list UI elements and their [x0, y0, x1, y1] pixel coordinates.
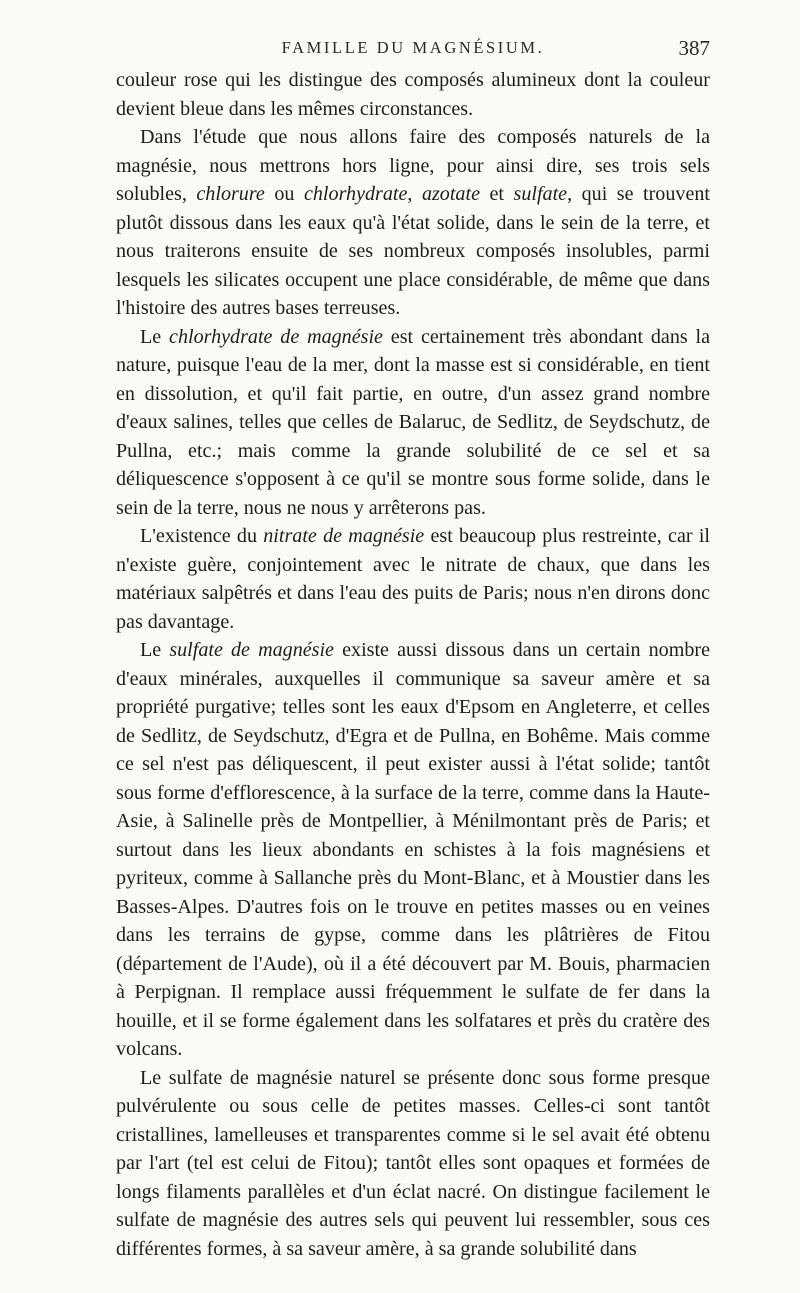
text-run: L'existence du	[140, 525, 264, 547]
italic-term: chlorure	[196, 183, 265, 205]
page-header	[116, 38, 710, 68]
text-run: ,	[407, 183, 422, 205]
text-run: est certainement très abondant dans la nature, puisque l'eau de la mer, dont la masse est si considérable, en tient en dissolution, et qu'il fait partie, en outre, d'un assez grand nombre d'eaux salines, telles que celles de Balaruc, de Sedlitz, de Seydschutz, de Pullna, etc.; mais comme la grande solubilité de ce sel et sa déliquescence s'opposent à ce qu'il se montre sous forme solide, dans le sein de la terre, nous ne nous y arrêterons pas.	[116, 325, 711, 519]
text-run: Le	[140, 325, 170, 348]
text-run: Le	[140, 639, 170, 661]
paragraph-continuation	[116, 66, 710, 123]
italic-term: sulfate	[513, 183, 568, 205]
paragraph-chlorhydrate	[116, 323, 710, 523]
page-number: 387	[678, 36, 710, 60]
running-head: FAMILLE DU MAGNÉSIUM.	[281, 38, 545, 57]
italic-term: azotate	[421, 183, 480, 205]
italic-term: chlorhydrate de magnésie	[169, 325, 383, 348]
paragraph-sulfate-forms	[116, 1064, 710, 1264]
paragraph-sulfate	[116, 636, 710, 1064]
text-run: et	[479, 183, 514, 205]
text-run: , qui se trouvent plutôt dissous dans les eaux qu'à l'état solide, dans le sein de la terre, et nous traiterons ensuite de ses nombreux composés insolubles, parmi lesquels les silicates occupent une place considérable, de même que dans l'histoire des autres bases terreuses.	[116, 183, 710, 319]
paragraph-study-overview	[116, 123, 710, 323]
italic-term: nitrate de magnésie	[263, 525, 425, 547]
italic-term: chlorhydrate	[303, 183, 408, 205]
text-run: Le sulfate de magnésie naturel se présente donc sous forme presque pulvérulente ou sous celle de petites masses. Celles-ci sont tantôt cristallines, lamelleuses et transparentes comme si le sel avait été obtenu par l'art (tel est celui de Fitou); tantôt elles sont opaques et formées de longs filaments parallèles et d'un éclat nacré. On distingue facilement le sulfate de magnésie des autres sels qui peuvent lui ressembler, sous ces différentes formes, à sa saveur amère, à sa grande solubilité dans	[116, 1066, 710, 1260]
text-run: couleur rose qui les distingue des composés alumineux dont la couleur devient bleue dans les mêmes circonstances.	[116, 69, 710, 120]
text-run: ou	[264, 183, 304, 205]
text-run: Dans l'étude que nous allons faire des composés naturels de la magnésie, nous mettrons hors ligne, pour ainsi dire, ses trois sels solubles,	[116, 126, 710, 205]
paragraph-nitrate	[116, 522, 710, 636]
italic-term: sulfate de magnésie	[169, 639, 334, 661]
text-run: existe aussi dissous dans un certain nombre d'eaux minérales, auxquelles il communique sa saveur amère et sa propriété purgative; telles sont les eaux d'Epsom en Angleterre, et celles de Sedlitz, de Seydschutz, d'Egra et de Pullna, en Bohême. Mais comme ce sel n'est pas déliquescent, il peut exister aussi à l'état solide; tantôt sous forme d'efflorescence, à la surface de la terre, comme dans la Haute-Asie, à Salinelle près de Montpellier, à Ménilmontant près de Paris; et surtout dans les lieux abondants en schistes à la fois magnésiens et pyriteux, comme à Sallanche près du Mont-Blanc, et à Moustier dans les Basses-Alpes. D'autres fois on le trouve en petites masses ou en veines dans les terrains de gypse, comme dans les plâtrières de Fitou (département de l'Aude), où il a été découvert par M. Bouis, pharmacien à Perpignan. Il remplace aussi fréquemment le sulfate de fer dans la houille, et il se forme également dans les solfatares et près du cratère des volcans.	[116, 639, 710, 1060]
text-run: est beaucoup plus restreinte, car il n'existe guère, conjointement avec le nitrate de chaux, que dans les matériaux salpêtrés et dans l'eau des puits de Paris; nous n'en dirons donc pas davantage.	[116, 525, 710, 633]
page-body	[116, 66, 710, 1263]
